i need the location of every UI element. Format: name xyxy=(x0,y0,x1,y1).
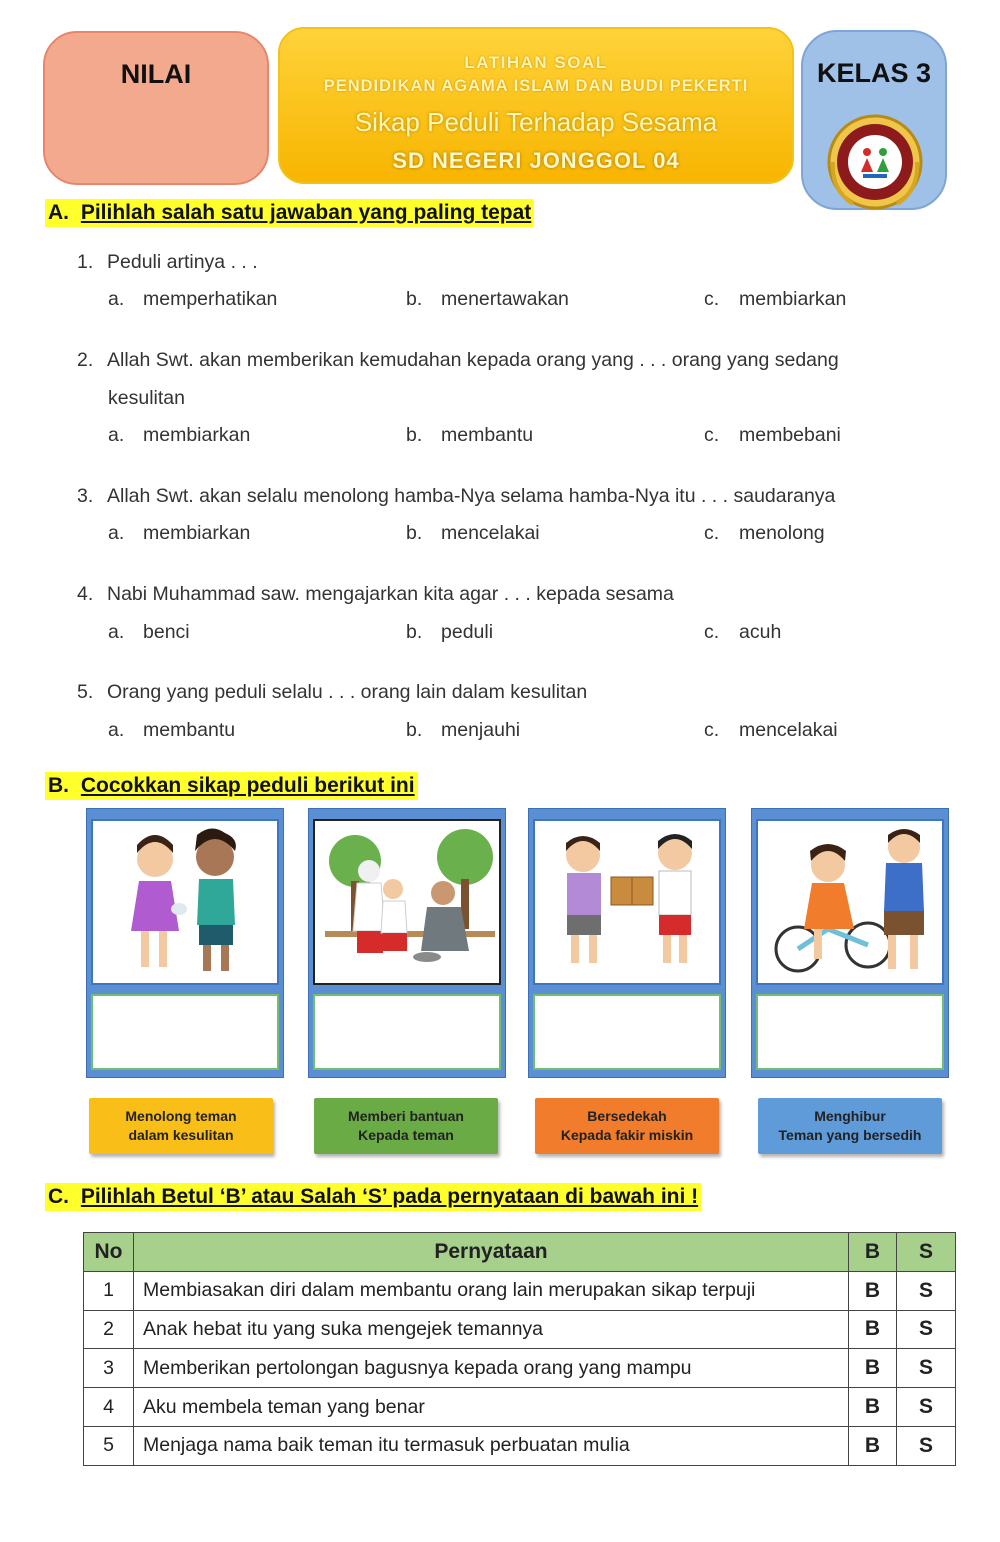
score-label: NILAI xyxy=(120,59,192,89)
option-c[interactable]: c. membebani xyxy=(704,424,841,446)
question-text: Orang yang peduli selalu . . . orang lain dalam kesulitan xyxy=(107,681,588,703)
table-row: 3 Memberikan pertolongan bagusnya kepada orang yang mampu B S xyxy=(84,1349,956,1388)
option-a[interactable]: a. membiarkan xyxy=(108,522,251,544)
table-row: 5 Menjaga nama baik teman itu termasuk perbuatan mulia B S xyxy=(84,1426,956,1465)
illustration-helping-fallen-friend xyxy=(756,819,944,985)
section-a-title: Pilihlah salah satu jawaban yang paling tepat xyxy=(80,201,532,224)
question-5 xyxy=(77,681,587,704)
drop-zone-3[interactable] xyxy=(533,994,721,1070)
section-b-title: Cocokkan sikap peduli berikut ini xyxy=(80,774,415,797)
section-c-title: Pilihlah Betul ‘B’ atau Salah ‘S’ pada pernyataan di bawah ini ! xyxy=(80,1185,699,1208)
answer-chip-1[interactable]: Menolong teman dalam kesulitan xyxy=(89,1098,273,1154)
question-number: 3. xyxy=(77,485,94,507)
column-no: No xyxy=(84,1233,134,1272)
option-c[interactable]: c. acuh xyxy=(704,621,782,643)
section-c-header xyxy=(45,1183,701,1211)
title-banner xyxy=(278,27,794,184)
section-b-letter: B. xyxy=(48,774,69,797)
choice-s[interactable]: S xyxy=(897,1426,956,1465)
drop-zone-2[interactable] xyxy=(313,994,501,1070)
question-1 xyxy=(77,251,258,274)
choice-b[interactable]: B xyxy=(849,1426,897,1465)
score-box xyxy=(43,31,269,185)
title-line-1: LATIHAN SOAL xyxy=(464,53,608,72)
question-2-continued: kesulitan xyxy=(108,387,185,409)
question-number: 4. xyxy=(77,583,94,605)
class-label: KELAS 3 xyxy=(816,58,932,88)
option-a[interactable]: a. memperhatikan xyxy=(108,288,278,310)
question-2 xyxy=(77,349,839,372)
true-false-table xyxy=(83,1232,956,1466)
question-number: 5. xyxy=(77,681,94,703)
choice-b[interactable]: B xyxy=(849,1388,897,1427)
option-b[interactable]: b. membantu xyxy=(406,424,534,446)
section-b-header xyxy=(45,772,418,800)
option-b[interactable]: b. menjauhi xyxy=(406,719,521,741)
option-c[interactable]: c. menolong xyxy=(704,522,825,544)
answer-chip-2[interactable]: Memberi bantuan Kepada teman xyxy=(314,1098,498,1154)
option-a[interactable]: a. benci xyxy=(108,621,190,643)
option-b[interactable]: b. mencelakai xyxy=(406,522,540,544)
title-line-3: Sikap Peduli Terhadap Sesama xyxy=(354,107,718,137)
choice-b[interactable]: B xyxy=(849,1271,897,1310)
answer-chip-3[interactable]: Bersedekah Kepada fakir miskin xyxy=(535,1098,719,1154)
answer-chip-4[interactable]: Menghibur Teman yang bersedih xyxy=(758,1098,942,1154)
school-name: SD NEGERI JONGGOL 04 xyxy=(392,148,680,173)
match-card-3 xyxy=(528,808,726,1078)
class-box xyxy=(801,30,947,210)
illustration-giving-charity xyxy=(313,819,501,985)
illustration-helping-friend xyxy=(533,819,721,985)
column-s: S xyxy=(897,1233,956,1272)
drop-zone-4[interactable] xyxy=(756,994,944,1070)
choice-s[interactable]: S xyxy=(897,1388,956,1427)
column-statement: Pernyataan xyxy=(134,1233,849,1272)
question-3 xyxy=(77,485,835,508)
match-card-2 xyxy=(308,808,506,1078)
choice-s[interactable]: S xyxy=(897,1349,956,1388)
choice-b[interactable]: B xyxy=(849,1349,897,1388)
illustration-comforting-friend xyxy=(91,819,279,985)
choice-s[interactable]: S xyxy=(897,1310,956,1349)
section-a-letter: A. xyxy=(48,201,69,224)
option-a[interactable]: a. membantu xyxy=(108,719,236,741)
question-number: 2. xyxy=(77,349,94,371)
option-c[interactable]: c. membiarkan xyxy=(704,288,847,310)
table-row: 4 Aku membela teman yang benar B S xyxy=(84,1388,956,1427)
match-card-4 xyxy=(751,808,949,1078)
option-c[interactable]: c. mencelakai xyxy=(704,719,838,741)
question-text: Allah Swt. akan selalu menolong hamba-Nya selama hamba-Nya itu . . . saudaranya xyxy=(107,485,836,507)
choice-b[interactable]: B xyxy=(849,1310,897,1349)
section-c-letter: C. xyxy=(48,1185,69,1208)
choice-s[interactable]: S xyxy=(897,1271,956,1310)
question-text: Nabi Muhammad saw. mengajarkan kita agar . . . kepada sesama xyxy=(107,583,674,605)
table-header-row xyxy=(84,1233,956,1272)
question-text: Peduli artinya . . . xyxy=(107,251,258,273)
question-4 xyxy=(77,583,674,606)
question-number: 1. xyxy=(77,251,94,273)
school-logo xyxy=(823,110,927,214)
title-line-2: PENDIDIKAN AGAMA ISLAM DAN BUDI PEKERTI xyxy=(323,77,749,95)
table-row: 2 Anak hebat itu yang suka mengejek temannya B S xyxy=(84,1310,956,1349)
option-a[interactable]: a. membiarkan xyxy=(108,424,251,446)
question-text: Allah Swt. akan memberikan kemudahan kepada orang yang . . . orang yang sedang xyxy=(107,349,839,371)
section-a-header xyxy=(45,199,534,227)
column-b: B xyxy=(849,1233,897,1272)
option-b[interactable]: b. peduli xyxy=(406,621,494,643)
match-card-1 xyxy=(86,808,284,1078)
table-row: 1 Membiasakan diri dalam membantu orang lain merupakan sikap terpuji B S xyxy=(84,1271,956,1310)
option-b[interactable]: b. menertawakan xyxy=(406,288,569,310)
drop-zone-1[interactable] xyxy=(91,994,279,1070)
